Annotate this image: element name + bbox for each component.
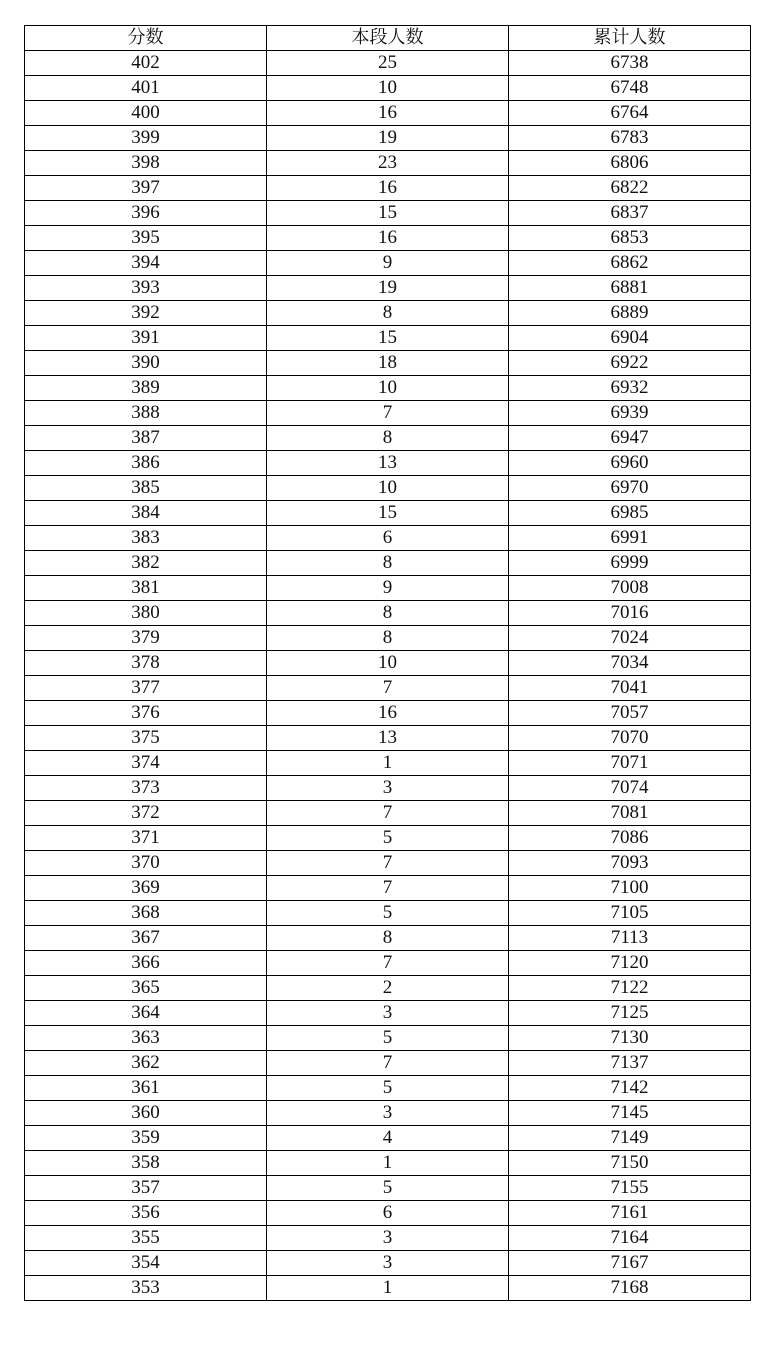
score-cell: 394 — [25, 251, 267, 276]
score-cell: 382 — [25, 551, 267, 576]
segment-count-cell: 5 — [267, 1076, 509, 1101]
segment-count-cell: 15 — [267, 201, 509, 226]
cumulative-count-cell: 6783 — [509, 126, 751, 151]
cumulative-count-cell: 7081 — [509, 801, 751, 826]
score-cell: 399 — [25, 126, 267, 151]
table-row — [25, 1026, 751, 1051]
score-cell: 397 — [25, 176, 267, 201]
table-row — [25, 376, 751, 401]
cumulative-count-cell: 6970 — [509, 476, 751, 501]
segment-count-cell: 7 — [267, 676, 509, 701]
score-cell: 367 — [25, 926, 267, 951]
score-cell: 360 — [25, 1101, 267, 1126]
score-distribution-table — [24, 25, 751, 1301]
table-row — [25, 676, 751, 701]
score-cell: 377 — [25, 676, 267, 701]
cumulative-count-cell: 7149 — [509, 1126, 751, 1151]
score-cell: 356 — [25, 1201, 267, 1226]
cumulative-count-cell: 7150 — [509, 1151, 751, 1176]
score-cell: 359 — [25, 1126, 267, 1151]
table-row — [25, 876, 751, 901]
segment-count-cell: 13 — [267, 726, 509, 751]
segment-count-cell: 7 — [267, 851, 509, 876]
table-row — [25, 726, 751, 751]
segment-count-cell: 5 — [267, 826, 509, 851]
table-row — [25, 226, 751, 251]
score-cell: 398 — [25, 151, 267, 176]
score-cell: 385 — [25, 476, 267, 501]
table-row — [25, 1076, 751, 1101]
cumulative-count-cell: 7120 — [509, 951, 751, 976]
score-cell: 375 — [25, 726, 267, 751]
score-cell: 361 — [25, 1076, 267, 1101]
segment-count-cell: 19 — [267, 276, 509, 301]
cumulative-count-cell: 6922 — [509, 351, 751, 376]
score-cell: 369 — [25, 876, 267, 901]
cumulative-count-cell: 6738 — [509, 51, 751, 76]
table-row — [25, 976, 751, 1001]
segment-count-cell: 10 — [267, 376, 509, 401]
segment-count-cell: 9 — [267, 576, 509, 601]
header-segment-count: 本段人数 — [267, 26, 509, 51]
score-cell: 387 — [25, 426, 267, 451]
table-row — [25, 551, 751, 576]
table-row — [25, 926, 751, 951]
table-row — [25, 426, 751, 451]
cumulative-count-cell: 7125 — [509, 1001, 751, 1026]
segment-count-cell: 7 — [267, 876, 509, 901]
cumulative-count-cell: 6947 — [509, 426, 751, 451]
cumulative-count-cell: 6939 — [509, 401, 751, 426]
segment-count-cell: 5 — [267, 1026, 509, 1051]
cumulative-count-cell: 6748 — [509, 76, 751, 101]
segment-count-cell: 1 — [267, 751, 509, 776]
table-row — [25, 651, 751, 676]
table-row — [25, 851, 751, 876]
segment-count-cell: 8 — [267, 301, 509, 326]
table-row — [25, 701, 751, 726]
segment-count-cell: 8 — [267, 551, 509, 576]
cumulative-count-cell: 6806 — [509, 151, 751, 176]
table-row — [25, 1176, 751, 1201]
score-cell: 353 — [25, 1276, 267, 1301]
table-row — [25, 501, 751, 526]
segment-count-cell: 16 — [267, 176, 509, 201]
segment-count-cell: 1 — [267, 1151, 509, 1176]
table-row — [25, 901, 751, 926]
cumulative-count-cell: 7057 — [509, 701, 751, 726]
score-cell: 402 — [25, 51, 267, 76]
score-cell: 370 — [25, 851, 267, 876]
score-cell: 379 — [25, 626, 267, 651]
table-row — [25, 401, 751, 426]
score-cell: 395 — [25, 226, 267, 251]
header-row — [25, 26, 751, 51]
header-cumulative-count: 累计人数 — [509, 26, 751, 51]
score-cell: 363 — [25, 1026, 267, 1051]
cumulative-count-cell: 7008 — [509, 576, 751, 601]
segment-count-cell: 9 — [267, 251, 509, 276]
segment-count-cell: 15 — [267, 501, 509, 526]
table-row — [25, 201, 751, 226]
segment-count-cell: 18 — [267, 351, 509, 376]
cumulative-count-cell: 6904 — [509, 326, 751, 351]
segment-count-cell: 8 — [267, 426, 509, 451]
cumulative-count-cell: 7145 — [509, 1101, 751, 1126]
table-row — [25, 1201, 751, 1226]
table-row — [25, 601, 751, 626]
segment-count-cell: 8 — [267, 626, 509, 651]
segment-count-cell: 6 — [267, 1201, 509, 1226]
score-cell: 390 — [25, 351, 267, 376]
score-cell: 393 — [25, 276, 267, 301]
table-row — [25, 1251, 751, 1276]
score-cell: 357 — [25, 1176, 267, 1201]
table-row — [25, 1001, 751, 1026]
table-row — [25, 176, 751, 201]
cumulative-count-cell: 7113 — [509, 926, 751, 951]
cumulative-count-cell: 7130 — [509, 1026, 751, 1051]
cumulative-count-cell: 7142 — [509, 1076, 751, 1101]
cumulative-count-cell: 7100 — [509, 876, 751, 901]
cumulative-count-cell: 7024 — [509, 626, 751, 651]
table-row — [25, 626, 751, 651]
segment-count-cell: 3 — [267, 1101, 509, 1126]
score-cell: 374 — [25, 751, 267, 776]
segment-count-cell: 10 — [267, 651, 509, 676]
table-row — [25, 576, 751, 601]
segment-count-cell: 2 — [267, 976, 509, 1001]
score-cell: 380 — [25, 601, 267, 626]
score-cell: 378 — [25, 651, 267, 676]
segment-count-cell: 3 — [267, 1251, 509, 1276]
score-cell: 400 — [25, 101, 267, 126]
table-row — [25, 151, 751, 176]
cumulative-count-cell: 6932 — [509, 376, 751, 401]
score-cell: 386 — [25, 451, 267, 476]
table-row — [25, 1226, 751, 1251]
cumulative-count-cell: 7164 — [509, 1226, 751, 1251]
segment-count-cell: 25 — [267, 51, 509, 76]
score-cell: 372 — [25, 801, 267, 826]
segment-count-cell: 16 — [267, 226, 509, 251]
score-cell: 362 — [25, 1051, 267, 1076]
score-cell: 355 — [25, 1226, 267, 1251]
table-row — [25, 1051, 751, 1076]
cumulative-count-cell: 7034 — [509, 651, 751, 676]
header-score: 分数 — [25, 26, 267, 51]
cumulative-count-cell: 6822 — [509, 176, 751, 201]
table-row — [25, 751, 751, 776]
score-cell: 368 — [25, 901, 267, 926]
segment-count-cell: 8 — [267, 601, 509, 626]
table-row — [25, 1276, 751, 1301]
table-row — [25, 251, 751, 276]
table-row — [25, 776, 751, 801]
score-cell: 371 — [25, 826, 267, 851]
segment-count-cell: 3 — [267, 1226, 509, 1251]
table-row — [25, 276, 751, 301]
table-row — [25, 76, 751, 101]
cumulative-count-cell: 7086 — [509, 826, 751, 851]
cumulative-count-cell: 7093 — [509, 851, 751, 876]
segment-count-cell: 7 — [267, 801, 509, 826]
table-row — [25, 526, 751, 551]
segment-count-cell: 8 — [267, 926, 509, 951]
cumulative-count-cell: 7137 — [509, 1051, 751, 1076]
table-row — [25, 51, 751, 76]
segment-count-cell: 13 — [267, 451, 509, 476]
segment-count-cell: 16 — [267, 701, 509, 726]
score-cell: 389 — [25, 376, 267, 401]
table-row — [25, 1126, 751, 1151]
score-cell: 358 — [25, 1151, 267, 1176]
table-header — [25, 26, 751, 51]
cumulative-count-cell: 7155 — [509, 1176, 751, 1201]
cumulative-count-cell: 7105 — [509, 901, 751, 926]
cumulative-count-cell: 6889 — [509, 301, 751, 326]
cumulative-count-cell: 6764 — [509, 101, 751, 126]
segment-count-cell: 7 — [267, 401, 509, 426]
cumulative-count-cell: 6991 — [509, 526, 751, 551]
table-row — [25, 1101, 751, 1126]
cumulative-count-cell: 7122 — [509, 976, 751, 1001]
table-row — [25, 126, 751, 151]
score-cell: 391 — [25, 326, 267, 351]
score-cell: 376 — [25, 701, 267, 726]
segment-count-cell: 6 — [267, 526, 509, 551]
table-row — [25, 951, 751, 976]
segment-count-cell: 19 — [267, 126, 509, 151]
cumulative-count-cell: 7161 — [509, 1201, 751, 1226]
cumulative-count-cell: 7167 — [509, 1251, 751, 1276]
cumulative-count-cell: 7041 — [509, 676, 751, 701]
score-cell: 388 — [25, 401, 267, 426]
segment-count-cell: 3 — [267, 776, 509, 801]
table-row — [25, 826, 751, 851]
cumulative-count-cell: 7168 — [509, 1276, 751, 1301]
score-cell: 383 — [25, 526, 267, 551]
cumulative-count-cell: 6985 — [509, 501, 751, 526]
segment-count-cell: 7 — [267, 1051, 509, 1076]
table-row — [25, 351, 751, 376]
segment-count-cell: 5 — [267, 901, 509, 926]
segment-count-cell: 1 — [267, 1276, 509, 1301]
cumulative-count-cell: 7074 — [509, 776, 751, 801]
score-cell: 401 — [25, 76, 267, 101]
score-cell: 366 — [25, 951, 267, 976]
segment-count-cell: 5 — [267, 1176, 509, 1201]
cumulative-count-cell: 7071 — [509, 751, 751, 776]
table-body — [25, 51, 751, 1301]
table-row — [25, 801, 751, 826]
cumulative-count-cell: 6862 — [509, 251, 751, 276]
score-cell: 392 — [25, 301, 267, 326]
cumulative-count-cell: 6881 — [509, 276, 751, 301]
cumulative-count-cell: 6853 — [509, 226, 751, 251]
segment-count-cell: 10 — [267, 476, 509, 501]
cumulative-count-cell: 6837 — [509, 201, 751, 226]
cumulative-count-cell: 6960 — [509, 451, 751, 476]
score-cell: 381 — [25, 576, 267, 601]
table-row — [25, 301, 751, 326]
score-cell: 354 — [25, 1251, 267, 1276]
segment-count-cell: 23 — [267, 151, 509, 176]
score-cell: 384 — [25, 501, 267, 526]
score-cell: 396 — [25, 201, 267, 226]
segment-count-cell: 7 — [267, 951, 509, 976]
segment-count-cell: 10 — [267, 76, 509, 101]
table-row — [25, 451, 751, 476]
table-row — [25, 1151, 751, 1176]
table-row — [25, 476, 751, 501]
score-cell: 373 — [25, 776, 267, 801]
segment-count-cell: 4 — [267, 1126, 509, 1151]
score-cell: 365 — [25, 976, 267, 1001]
table-row — [25, 326, 751, 351]
segment-count-cell: 3 — [267, 1001, 509, 1026]
cumulative-count-cell: 7070 — [509, 726, 751, 751]
cumulative-count-cell: 7016 — [509, 601, 751, 626]
score-cell: 364 — [25, 1001, 267, 1026]
segment-count-cell: 15 — [267, 326, 509, 351]
segment-count-cell: 16 — [267, 101, 509, 126]
table-row — [25, 101, 751, 126]
cumulative-count-cell: 6999 — [509, 551, 751, 576]
